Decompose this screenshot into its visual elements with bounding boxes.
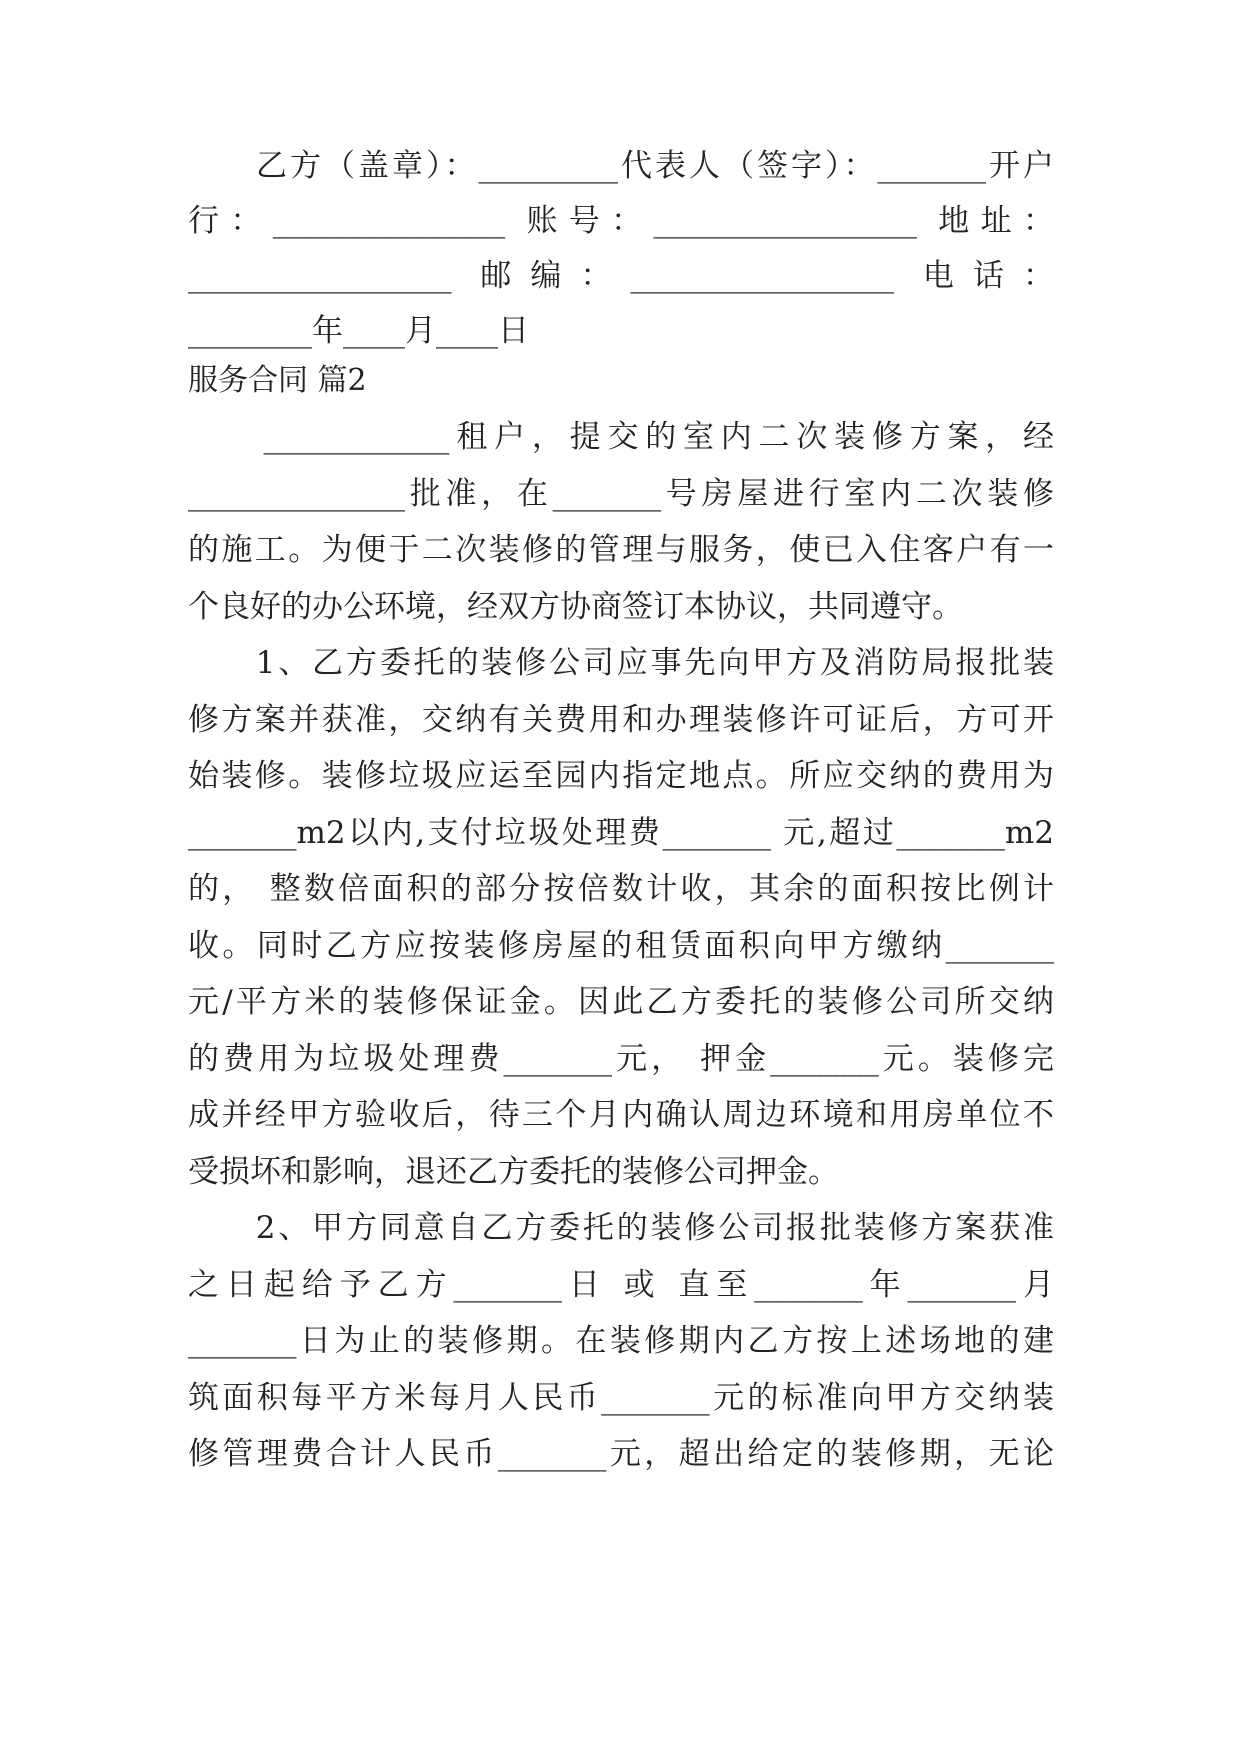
text-line: ____________租户，提交的室内二次装修方案，经 (188, 419, 1054, 455)
text-line: _______m2以内,支付垃圾处理费_______ 元,超过_______m2 (188, 815, 1054, 851)
text-line: 2、甲方同意自乙方委托的装修公司报批装修方案获准 (188, 1210, 1054, 1246)
text-line: 的， 整数倍面积的部分按倍数计收，其余的面积按比例计 (188, 871, 1054, 907)
text-line: ________年____月____日 (188, 313, 529, 349)
text-line: 的费用为垃圾处理费_______元， 押金_______元。装修完 (188, 1041, 1054, 1077)
text-line: 行：_______________ 账号：_________________ 地址： (188, 203, 1054, 239)
text-line: _______日为止的装修期。在装修期内乙方按上述场地的建 (188, 1323, 1054, 1359)
text-line: 筑面积每平方米每月人民币_______元的标准向甲方交纳装 (188, 1380, 1054, 1416)
text-line: 乙方（盖章）：_________代表人（签字）：_______开户 (188, 148, 1054, 184)
text-line: ______________批准，在_______号房屋进行室内二次装修 (188, 476, 1054, 512)
section-heading: 服务合同 篇2 (188, 363, 367, 398)
text-line: 修管理费合计人民币_______元，超出给定的装修期，无论 (188, 1436, 1054, 1472)
text-line: 1、乙方委托的装修公司应事先向甲方及消防局报批装 (188, 645, 1054, 681)
text-line: 个良好的办公环境，经双方协商签订本协议，共同遵守。 (188, 589, 963, 625)
text-line: 受损坏和影响，退还乙方委托的装修公司押金。 (188, 1154, 839, 1190)
text-line: 元/平方米的装修保证金。因此乙方委托的装修公司所交纳 (188, 984, 1054, 1020)
text-line: 收。同时乙方应按装修房屋的租赁面积向甲方缴纳_______ (188, 928, 1054, 964)
text-line: 始装修。装修垃圾应运至园内指定地点。所应交纳的费用为 (188, 758, 1054, 794)
text-line: _________________ 邮编：_________________ 电话： (188, 258, 1054, 294)
text-line: 修方案并获准，交纳有关费用和办理装修许可证后，方可开 (188, 702, 1054, 738)
text-line: 成并经甲方验收后，待三个月内确认周边环境和用房单位不 (188, 1097, 1054, 1133)
text-line: 之日起给予乙方_______日 或 直至_______年_______月 (188, 1267, 1054, 1303)
text-line: 的施工。为便于二次装修的管理与服务，使已入住客户有一 (188, 532, 1054, 568)
